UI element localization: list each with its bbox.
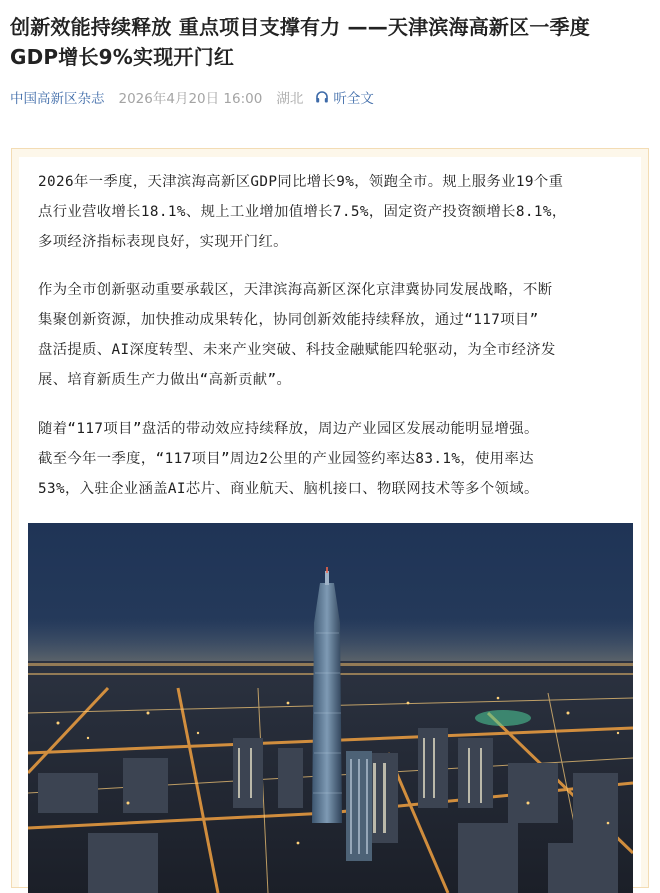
publish-location: 湖北	[276, 91, 304, 107]
article-meta	[10, 86, 374, 108]
paragraph-1: 2026年一季度，天津滨海高新区GDP同比增长9%，领跑全市。规上服务业19个重 点行业营收增长18.1%、规上工业增加值增长7.5%，固定资产投资额增长8.1%， 多项经济指标表现良好，实现开门红。	[38, 174, 567, 250]
article-title	[10, 12, 650, 72]
listen-button[interactable]	[315, 87, 374, 107]
listen-label: 听全文	[333, 91, 374, 107]
headphones-icon	[315, 90, 329, 104]
article-title-line-1: 创新效能持续释放 重点项目支撑有力 ——天津滨海高新区一季度	[10, 15, 590, 39]
paragraph-2: 作为全市创新驱动重要承载区，天津滨海高新区深化京津冀协同发展战略，不断 集聚创新资源，加快推动成果转化，协同创新效能持续释放，通过“117项目” 盘活提质、AI深度转型、未来产业突破、科技金融赋能四轮驱动，为全市经济发 展、培育新质生产力做出“高新贡献”。	[38, 282, 556, 388]
city-night-photo	[28, 523, 633, 893]
paragraph-3: 随着“117项目”盘活的带动效应持续释放，周边产业园区发展动能明显增强。 截至今年一季度，“117项目”周边2公里的产业园签约率达83.1%，使用率达 53%，入驻企业涵盖AI芯片、商业航天、脑机接口、物联网技术等多个领域。	[38, 421, 539, 497]
article-title-line-2: GDP增长9%实现开门红	[10, 45, 235, 69]
article-body	[19, 157, 641, 887]
publish-time: 2026年4月20日 16:00	[118, 91, 263, 107]
article-body-card	[11, 148, 649, 888]
source-link[interactable]: 中国高新区杂志	[10, 91, 105, 107]
